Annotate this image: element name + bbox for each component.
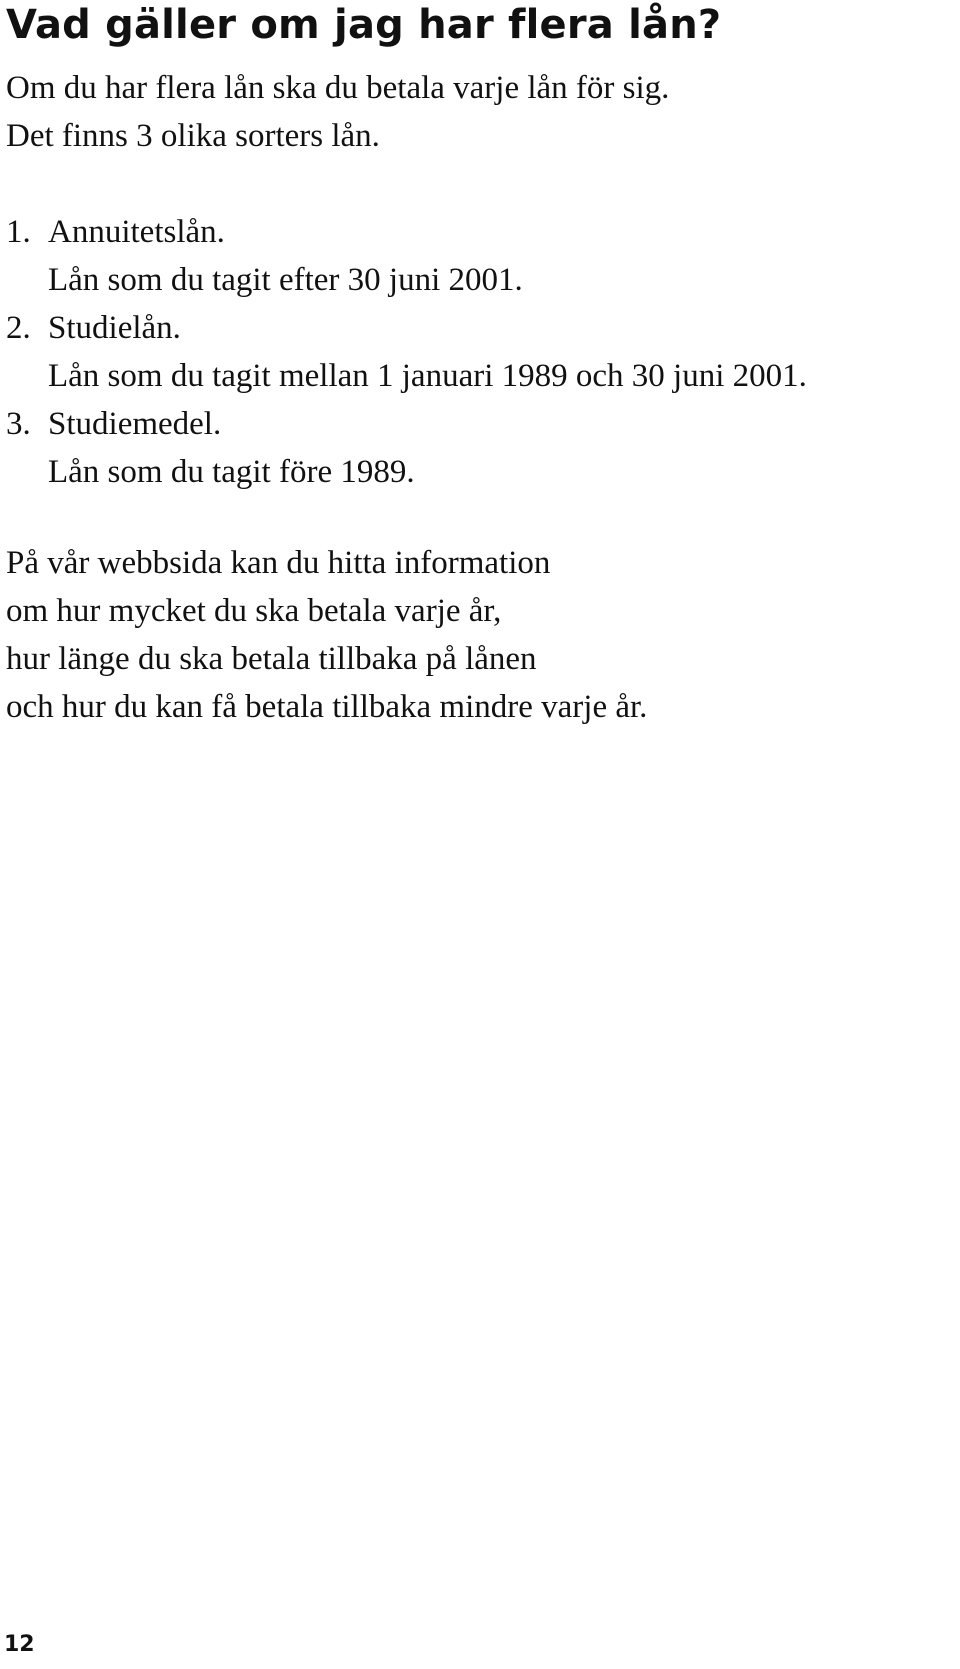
intro-line: Om du har flera lån ska du betala varje lån för sig. [6, 70, 670, 106]
loan-number: 1. [6, 214, 31, 250]
page-heading: Vad gäller om jag har flera lån? [6, 2, 722, 48]
loan-types-list [6, 208, 807, 496]
intro-line: Det finns 3 olika sorters lån. [6, 118, 380, 154]
loan-title [6, 304, 807, 352]
outro-line: om hur mycket du ska betala varje år, [6, 593, 502, 629]
outro-line: På vår webbsida kan du hitta information [6, 545, 551, 581]
loan-name: Annuitetslån. [48, 214, 225, 250]
loan-title [6, 208, 807, 256]
loan-description: Lån som du tagit efter 30 juni 2001. [48, 262, 523, 298]
loan-item-studielan [6, 304, 807, 400]
loan-name: Studiemedel. [48, 406, 222, 442]
outro-line: hur länge du ska betala tillbaka på lånen [6, 641, 537, 677]
webpage-info-paragraph [6, 539, 647, 731]
outro-line: och hur du kan få betala tillbaka mindre varje år. [6, 689, 648, 725]
page-number: 12 [4, 1632, 35, 1657]
loan-name: Studielån. [48, 310, 181, 346]
loan-description: Lån som du tagit före 1989. [48, 454, 415, 490]
loan-item-annuitetslan [6, 208, 807, 304]
loan-title [6, 400, 807, 448]
loan-description: Lån som du tagit mellan 1 januari 1989 och 30 juni 2001. [48, 358, 807, 394]
intro-paragraph [6, 64, 669, 160]
loan-item-studiemedel [6, 400, 807, 496]
loan-number: 2. [6, 310, 31, 346]
loan-number: 3. [6, 406, 31, 442]
